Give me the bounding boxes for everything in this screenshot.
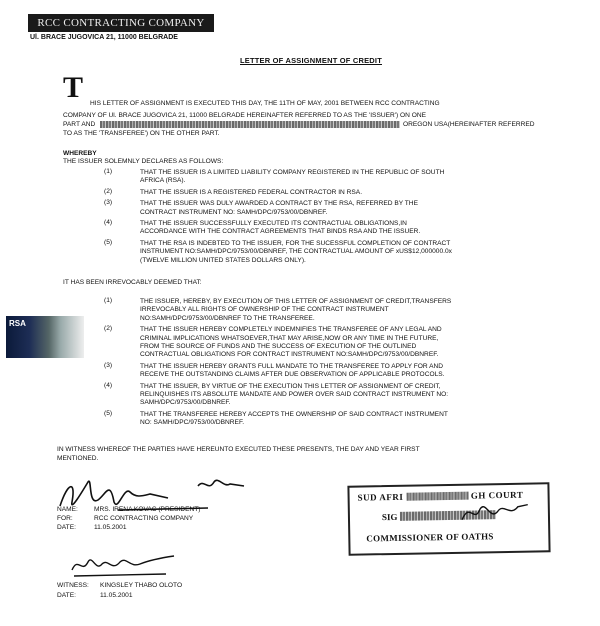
sign-for-value: RCC CONTRACTING COMPANY: [94, 515, 194, 522]
sign-date-value: 11.05.2001: [94, 524, 127, 531]
stamp-line-1-start: SUD AFRI: [357, 491, 404, 503]
deemed-item-line: THAT THE ISSUER HEREBY COMPLETELY INDEMNIFIES THE TRANSFEREE OF ANY LEGAL AND: [140, 326, 442, 334]
witness-label: WITNESS:: [57, 582, 89, 589]
sign-for-label: FOR:: [57, 515, 73, 522]
witness-signature: [70, 550, 180, 580]
intro-line-3-start: PART AND: [63, 121, 96, 128]
commissioner-stamp: [347, 482, 550, 556]
deemed-item-line: THAT THE ISSUER, BY VIRTUE OF THE EXECUTION THIS LETTER OF ASSIGNMENT OF CREDIT,: [140, 382, 441, 390]
deemed-item-number: (4): [104, 381, 113, 389]
declaration-line: THAT THE ISSUER IS A LIMITED LIABILITY COMPANY REGISTERED IN THE REPUBLIC OF SOUTH: [140, 169, 445, 176]
deemed-item-line: THE ISSUER, HEREBY, BY EXECUTION OF THIS LETTER OF ASSIGNMENT OF CREDIT,TRANSFERS: [140, 298, 452, 305]
sign-date-label: DATE:: [57, 524, 76, 531]
deemed-item-line: THAT THE ISSUER HEREBY GRANTS FULL MANDATE TO THE TRANSFEREE TO APPLY FOR AND: [140, 362, 444, 370]
sign-name-label: NAME:: [57, 506, 78, 513]
intro-line-1: HIS LETTER OF ASSIGNMENT IS EXECUTED THIS DAY, THE 11TH OF MAY, 2001 BETWEEN RCC CONTRACTING: [90, 100, 440, 107]
declaration-line: (TWELVE MILLION UNITED STATES DOLLARS ONLY).: [140, 256, 306, 264]
deemed-item-line: NO: SAMH/DPC/9753/00/DBNREF.: [140, 419, 245, 427]
declaration-number: (1): [104, 168, 113, 175]
declaration-line: ACCORDANCE WITH THE CONTRACT AGREEMENTS THAT BINDS RSA AND THE ISSUER.: [140, 228, 421, 236]
deemed-heading: IT HAS BEEN IRREVOCABLY DEEMED THAT:: [63, 279, 202, 286]
declaration-line: THAT THE ISSUER IS A REGISTERED FEDERAL CONTRACTOR IN RSA.: [140, 188, 363, 196]
deemed-item-line: RECEIVE THE OUTSTANDING CLAIMS AFTER DUE OBSERVATION OF APPLICABLE PROTOCOLS.: [140, 371, 445, 379]
witness-clause-line-2: MENTIONED.: [57, 455, 99, 462]
declaration-line: THAT THE ISSUER WAS DULY AWARDED A CONTRACT BY THE RSA, REFERRED BY THE: [140, 200, 418, 208]
deemed-item-line: NO:SAMH/DPC/9753/00/DBNREF TO THE TRANSFEREE.: [140, 314, 315, 322]
declaration-number: (4): [104, 219, 113, 226]
deemed-item-line: IRREVOCABLY ALL RIGHTS OF OWNERSHIP OF THE CONTRACT INSTRUMENT: [140, 306, 389, 314]
deemed-item-line: THAT THE TRANSFEREE HEREBY ACCEPTS THE OWNERSHIP OF SAID CONTRACT INSTRUMENT: [140, 410, 448, 418]
intro-line-3: [63, 120, 95, 129]
deemed-item-number: (5): [104, 409, 113, 417]
deemed-item-line: SAMH/DPC/9753/00/DBNREF.: [140, 399, 231, 407]
witness-date-value: 11.05.2001: [100, 592, 133, 599]
rsa-flag-label: RSA: [9, 319, 26, 328]
declaration-line: THAT THE ISSUER SUCCESSFULLY EXECUTED ITS CONTRACTUAL OBLIGATIONS,IN: [140, 220, 407, 227]
stamp-line-1-end: GH COURT: [470, 489, 524, 501]
declaration-number: (3): [104, 199, 113, 207]
deemed-item-number: (3): [104, 361, 113, 369]
declaration-line: AFRICA (RSA).: [140, 177, 186, 185]
intro-line-3-end: OREGON USA(HEREINAFTER REFERRED: [403, 121, 535, 128]
witness-date-label: DATE:: [57, 592, 76, 599]
declaration-line: INSTRUMENT NO:SAMH/DPC/9753/00/DBNREF, THE CONTRACTUAL AMOUNT OF xUS$12,000000.0x: [140, 248, 452, 256]
declaration-number: (2): [104, 187, 113, 195]
deemed-item-line: RELINQUISHES ITS ABSOLUTE MANDATE AND POWER OVER SAID CONTRACT INSTRUMENT NO:: [140, 391, 449, 398]
company-letterhead: RCC CONTRACTING COMPANY: [28, 14, 214, 32]
intro-line-2: COMPANY OF Ul. BRACE JUGOVICA 21, 11000 BELGRADE HEREINAFTER REFERRED TO AS THE 'ISSUER') ON ONE: [63, 112, 427, 119]
declaration-line: CONTRACT INSTRUMENT NO: SAMH/DPC/9753/00/DBNREF.: [140, 208, 328, 216]
document-title: LETTER OF ASSIGNMENT OF CREDIT: [240, 56, 382, 65]
drop-cap: T: [63, 71, 84, 104]
declaration-number: (5): [104, 238, 113, 246]
whereby-heading: WHEREBY: [63, 150, 97, 157]
deemed-item-number: (2): [104, 325, 113, 333]
redacted-transferee: [100, 121, 400, 128]
commissioner-signature: [460, 497, 530, 526]
deemed-item-line: CONTRACTUAL OBLIGATIONS FOR CONTRACT INSTRUMENT NO:SAMH/DPC/9753/00/DBNREF.: [140, 351, 439, 359]
deemed-item-line: CRIMINAL IMPLICATIONS WHATSOEVER,THAT MAY ARISE,NOW OR ANY TIME IN THE FUTURE,: [140, 334, 439, 342]
sign-name-value: MRS. IRENA KOVAC (PRESIDENT): [94, 506, 201, 513]
declares-heading: THE ISSUER SOLEMNLY DECLARES AS FOLLOWS:: [63, 158, 224, 165]
witness-value: KINGSLEY THABO OLOTO: [100, 582, 183, 589]
deemed-item-number: (1): [104, 297, 113, 304]
declaration-line: THAT THE RSA IS INDEBTED TO THE ISSUER, FOR THE SUCESSFUL COMPLETION OF CONTRACT: [140, 239, 451, 247]
intro-line-4: TO AS THE 'TRANSFEREE') ON THE OTHER PART.: [63, 130, 220, 137]
witness-clause-line-1: IN WITNESS WHEREOF THE PARTIES HAVE HEREUNTO EXECUTED THESE PRESENTS, THE DAY AND YEAR FIRST: [57, 446, 420, 453]
company-address: Ul. BRACE JUGOVICA 21, 11000 BELGRADE: [30, 34, 178, 41]
deemed-item-line: FROM THE SOURCE OF FUNDS AND THE SUCCESS OF EXECUTION OF THE OUTLINED: [140, 343, 417, 350]
stamp-line-3: COMMISSIONER OF OATHS: [366, 531, 494, 544]
stamp-line-2-text: SIG: [381, 511, 398, 523]
